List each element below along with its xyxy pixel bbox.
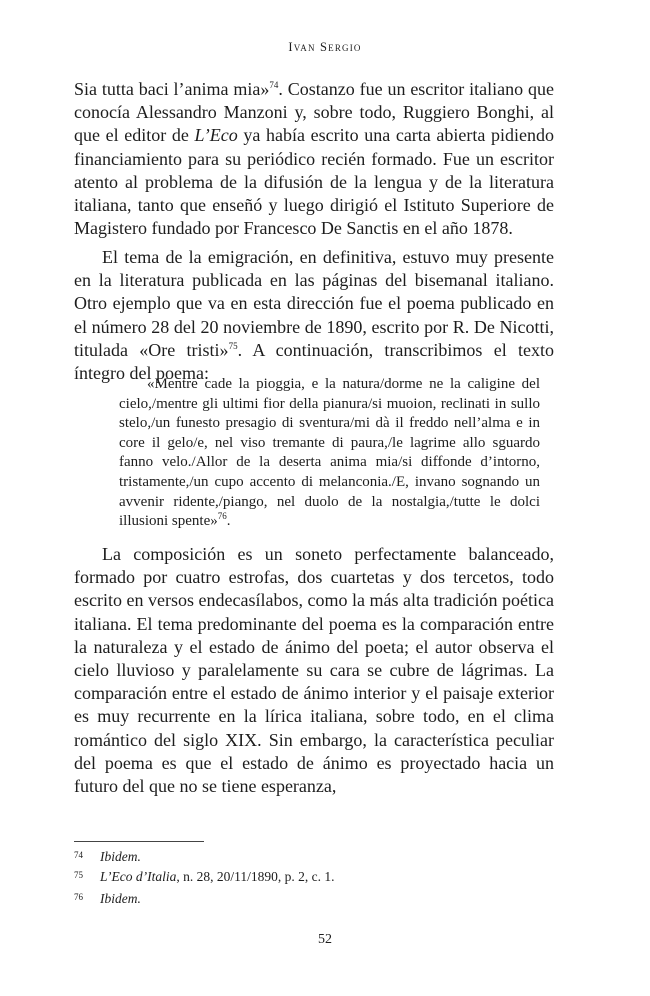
- poem-quote: [119, 375, 540, 532]
- footnote-ref-75: 75: [228, 340, 238, 351]
- paragraph-2-part-a: El tema de la emigración, en definitiva, estuvo muy presente en la literatura publicada en las páginas del bisemanal italiano. Otro ejemplo que va en esta dirección fue el poema publicado en el número 28 del 20 noviembre de 1890, escrito por R. De Nicotti, titulada «Ore tristi»: [74, 247, 554, 360]
- footnote-italic: L’Eco d’Italia: [100, 869, 177, 884]
- paragraph-3: La composición es un soneto perfectamente balanceado, formado por cuatro estrofas, dos cuartetas y dos tercetos, todo escrito en versos endecasílabos, como la más alta tradición poética italiana. El tema predominante del poema es la comparación entre la naturaleza y el estado de ánimo del poeta; el autor observa el cielo lluvioso y paralelamente su cara se cubre de lágrimas. La comparación entre el estado de ánimo interior y el paisaje exterior es muy recurrente en la lírica italiana, sobre todo, en el clima romántico del siglo XIX. Sin embargo, la característica peculiar del poema es que el estado de ánimo es proyectado hacia un futuro del que no se tiene esperanza,: [74, 544, 554, 797]
- poem-text: «Mentre cade la pioggia, e la natura/dorme ne la caligine del cielo,/mentre gli ultimi fior della pianura/si muoion, reclinati in sullo stelo,/un funesto presagio di sventura/mi dà il freddo nell’alma e in core il gelo/e, nel viso tremante di paura,/le lagrime allo sguardo fanno velo./Allor de la deserta anima mia/si diffonde d’intorno, tristamente,/un cupo accento di melanconia./E, invano sognando un avvenir ridente,/piango, nel duolo de la nostalgia,/tutte le dolci illusioni spente»: [119, 376, 540, 530]
- footnote-number: 76: [74, 892, 83, 902]
- paragraph-1-part-b: . Costanzo fue un escritor italiano que conocía Alessandro Manzoni y, sobre todo, Ruggiero Bonghi, al que el editor de: [74, 79, 554, 146]
- paragraph-1-part-a: Sia tutta baci l’anima mia»: [74, 79, 270, 99]
- paragraph-1-italic: L’Eco: [194, 125, 238, 146]
- footnote-ref-74: 74: [269, 80, 279, 90]
- footnote-number: 74: [74, 850, 83, 860]
- paragraph-2-part-b: . A continuación, transcribimos el texto íntegro del poema:: [74, 339, 554, 384]
- footnote-74: [74, 847, 141, 865]
- running-header: Ivan Sergio: [288, 40, 362, 54]
- footnote-divider: [74, 841, 204, 842]
- poem-end: .: [226, 513, 231, 530]
- paragraph-1: [74, 78, 554, 240]
- paragraph-1-part-c: ya había escrito una carta abierta pidiendo financiamiento para su periódico recién formado. Fue un escritor atento al problema de la difusión de la lengua y de la literatura italiana, tanto que enseñó y luego dirigió el Istituto Superiore de Magistero fundado por Francesco De Sanctis en el año 1878.: [74, 125, 554, 239]
- footnote-text: , n. 28, 20/11/1890, p. 2, c. 1.: [176, 869, 335, 884]
- footnote-76: [74, 889, 141, 907]
- footnote-italic: Ibidem.: [100, 891, 141, 906]
- footnote-italic: Ibidem.: [100, 849, 141, 864]
- footnote-75: [74, 867, 334, 885]
- paragraph-2: [74, 246, 554, 385]
- page-number: 52: [318, 932, 332, 947]
- footnote-number: 75: [74, 870, 83, 880]
- footnote-ref-76: 76: [217, 511, 227, 522]
